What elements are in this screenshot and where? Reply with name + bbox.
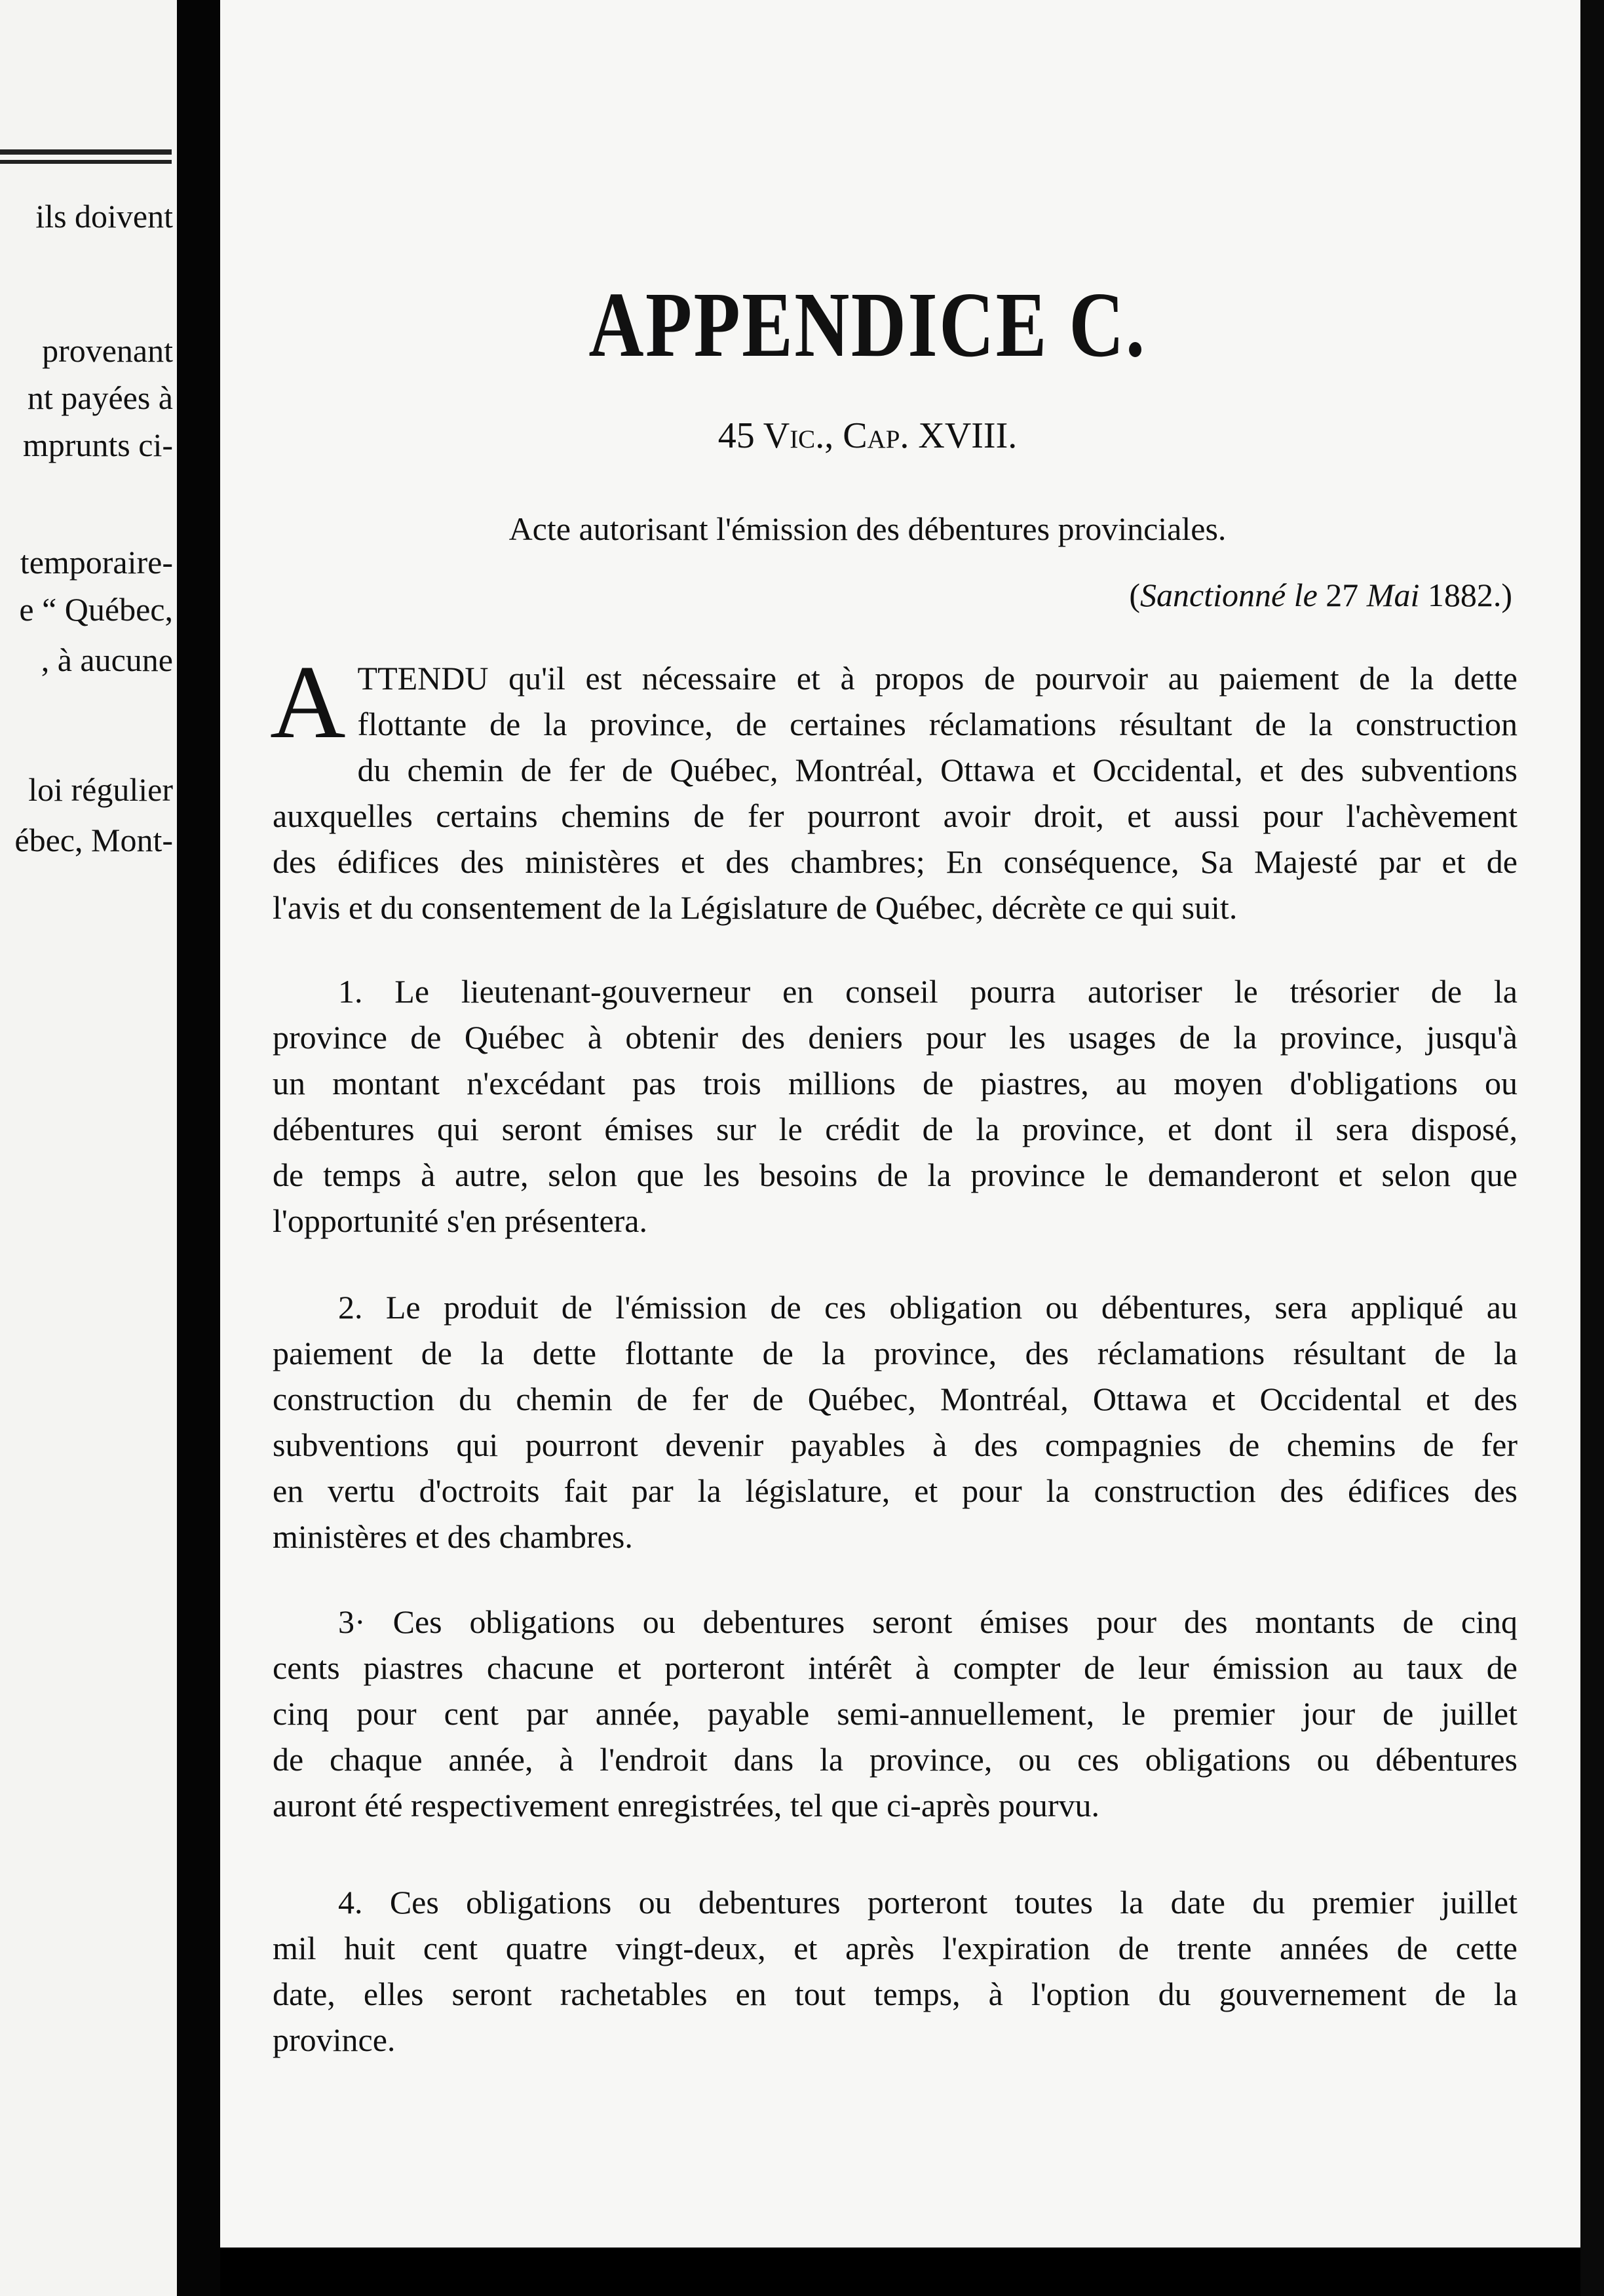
preamble-line: l'avis et du consentement de la Législature de Québec, décrète ce qui suit.: [273, 889, 1238, 926]
section-line: subventions qui pourront devenir payables à des compagnies de chemins de fer: [273, 1426, 1518, 1463]
chapter-reference: 45 Vic., Cap. XVIII.: [717, 415, 1018, 456]
drop-cap: A: [270, 643, 346, 760]
section-2: [273, 1284, 1518, 1559]
section-4: [273, 1879, 1518, 2063]
left-page-line: loi régulier: [28, 771, 173, 808]
sanction-prefix: Sanctionné le: [1140, 577, 1318, 613]
left-page-rule: [0, 149, 172, 155]
left-page-line: provenant: [42, 332, 173, 369]
section-line: date, elles seront rachetables en tout temps, à l'option du gouvernement de la: [273, 1976, 1518, 2012]
left-page-rule-second: [0, 160, 172, 164]
sanction-date: [1129, 574, 1512, 616]
preamble-line: du chemin de fer de Québec, Montréal, Ottawa et Occidental, et des subventions: [357, 752, 1518, 788]
left-page-line: temporaire-: [20, 544, 173, 581]
section-3: [273, 1599, 1518, 1828]
section-1: [273, 968, 1518, 1244]
sanction-open: (: [1129, 577, 1141, 613]
section-line: 3· Ces obligations ou debentures seront émises pour des montants de cinq: [338, 1603, 1518, 1640]
act-title: Acte autorisant l'émission des débentures provinciales.: [508, 510, 1227, 547]
section-line: 2. Le produit de l'émission de ces obligation ou débentures, sera appliqué au: [338, 1289, 1518, 1326]
page-gutter: [177, 0, 220, 2296]
left-page-line: nt payées à: [27, 379, 173, 416]
left-page-line: mprunts ci-: [22, 427, 173, 463]
preamble-line: TTENDU qu'il est nécessaire et à propos de pourvoir au paiement de la dette: [357, 660, 1518, 697]
section-line: cents piastres chacune et porteront intérêt à compter de leur émission au taux de: [273, 1649, 1518, 1686]
scan-right-edge: [1580, 0, 1604, 2296]
left-page-line: , à aucune: [41, 641, 173, 678]
sanction-month: Mai: [1366, 577, 1420, 613]
section-line: province de Québec à obtenir des deniers pour les usages de la province, jusqu'à: [273, 1019, 1518, 1056]
document-title: APPENDICE C.: [588, 273, 1147, 376]
section-line: province.: [273, 2021, 396, 2058]
section-line: 4. Ces obligations ou debentures porteront toutes la date du premier juillet: [338, 1884, 1518, 1921]
section-line: ministères et des chambres.: [273, 1518, 633, 1555]
preamble-line: des édifices des ministères et des chambres; En conséquence, Sa Majesté par et de: [273, 843, 1518, 880]
sanction-day: 27: [1317, 577, 1367, 613]
section-line: mil huit cent quatre vingt-deux, et après l'expiration de trente années de cette: [273, 1930, 1518, 1966]
left-page-line: e “ Québec,: [19, 591, 173, 628]
section-line: cinq pour cent par année, payable semi-annuellement, le premier jour de juillet: [273, 1695, 1518, 1732]
left-page-fragment: [0, 0, 177, 2296]
preamble-line: auxquelles certains chemins de fer pourront avoir droit, et aussi pour l'achèvement: [273, 797, 1518, 834]
section-line: construction du chemin de fer de Québec, Montréal, Ottawa et Occidental et des: [273, 1381, 1518, 1417]
section-line: de chaque année, à l'endroit dans la province, ou ces obligations ou débentures: [273, 1741, 1518, 1778]
preamble-line: flottante de la province, de certaines réclamations résultant de la construction: [357, 706, 1518, 742]
section-line: 1. Le lieutenant-gouverneur en conseil pourra autoriser le trésorier de la: [338, 973, 1518, 1010]
document-page: [220, 0, 1580, 2248]
sanction-year: 1882.): [1419, 577, 1512, 613]
left-page-line: ils doivent: [35, 198, 173, 235]
section-line: en vertu d'octroits fait par la législature, et pour la construction des édifices des: [273, 1472, 1518, 1509]
section-line: paiement de la dette flottante de la province, des réclamations résultant de la: [273, 1335, 1518, 1371]
section-line: débentures qui seront émises sur le crédit de la province, et dont il sera disposé,: [273, 1111, 1518, 1147]
section-line: auront été respectivement enregistrées, tel que ci-après pourvu.: [273, 1787, 1099, 1824]
section-line: l'opportunité s'en présentera.: [273, 1202, 647, 1239]
section-line: un montant n'excédant pas trois millions de piastres, au moyen d'obligations ou: [273, 1065, 1518, 1101]
section-line: de temps à autre, selon que les besoins de la province le demanderont et selon que: [273, 1157, 1518, 1193]
left-page-line: ébec, Mont-: [14, 822, 173, 858]
preamble-paragraph: [270, 643, 1518, 930]
